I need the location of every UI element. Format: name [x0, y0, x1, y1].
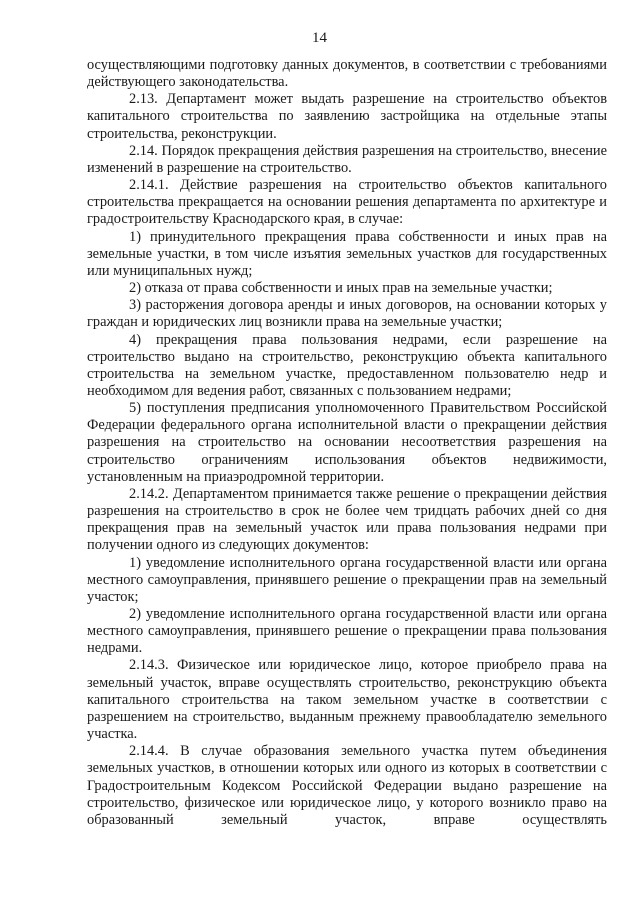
- paragraph-continuation: осуществляющими подготовку данных документов, в соответствии с требованиями действующего законодательства.: [87, 57, 607, 91]
- paragraph-2-14: 2.14. Порядок прекращения действия разрешения на строительство, внесение изменений в разрешение на строительство.: [87, 142, 607, 176]
- paragraph-2-13: 2.13. Департамент может выдать разрешение на строительство объектов капитального строительства по заявлению застройщика на отдельные этапы строительства, реконструкции.: [87, 91, 607, 142]
- paragraph-2-14-3: 2.14.3. Физическое или юридическое лицо, которое приобрело права на земельный участок, вправе осуществлять строительство, реконструкцию объекта капитального строительства на таком земельном участке в соответствии с разрешением на строительство, выданным прежнему правообладателю земельного участка.: [87, 657, 607, 743]
- document-body: [87, 57, 607, 829]
- document-item-2: 2) уведомление исполнительного органа государственной власти или органа местного самоуправления, принявшего решение о прекращении права пользования недрами.: [87, 606, 607, 657]
- paragraph-2-14-4: 2.14.4. В случае образования земельного участка путем объединения земельных участков, в отношении которых или одного из которых в соответствии с Градостроительным Кодексом Российской Федерации выдано разрешение на строительство, физическое или юридическое лицо, у которого возникло право на образованный земельный участок, вправе осуществлять: [87, 743, 607, 828]
- list-item-3: 3) расторжения договора аренды и иных договоров, на основании которых у граждан и юридических лиц возникли права на земельные участки;: [87, 297, 607, 331]
- list-item-5: 5) поступления предписания уполномоченного Правительством Российской Федерации федерального органа исполнительной власти о прекращении действия разрешения на строительство на основании несоответствия разрешения на строительство ограничениям использования объектов недвижимости, установленным на приаэродромной территории.: [87, 400, 607, 485]
- list-item-4: 4) прекращения права пользования недрами, если разрешение на строительство выдано на строительство, реконструкцию объекта капитального строительства на земельном участке, предоставленном пользователю недр и необходимом для ведения работ, связанных с пользованием недрами;: [87, 331, 607, 399]
- list-item-1: 1) принудительного прекращения права собственности и иных прав на земельные участки, в том числе изъятия земельных участков для государственных или муниципальных нужд;: [87, 228, 607, 279]
- paragraph-2-14-2: 2.14.2. Департаментом принимается также решение о прекращении действия разрешения на строительство в срок не более чем тридцать рабочих дней со дня прекращения прав на земельный участок или права пользования недрами при получении одного из следующих документов:: [87, 485, 607, 554]
- paragraph-2-14-1: 2.14.1. Действие разрешения на строительство объектов капитального строительства прекращается на основании решения департамента по архитектуре и градостроительству Краснодарского края, в случае:: [87, 177, 607, 228]
- list-item-2: 2) отказа от права собственности и иных прав на земельные участки;: [129, 280, 553, 297]
- document-item-1: 1) уведомление исполнительного органа государственной власти или органа местного самоуправления, принявшего решение о прекращении прав на земельный участок;: [87, 554, 607, 605]
- page-number: 14: [312, 30, 327, 46]
